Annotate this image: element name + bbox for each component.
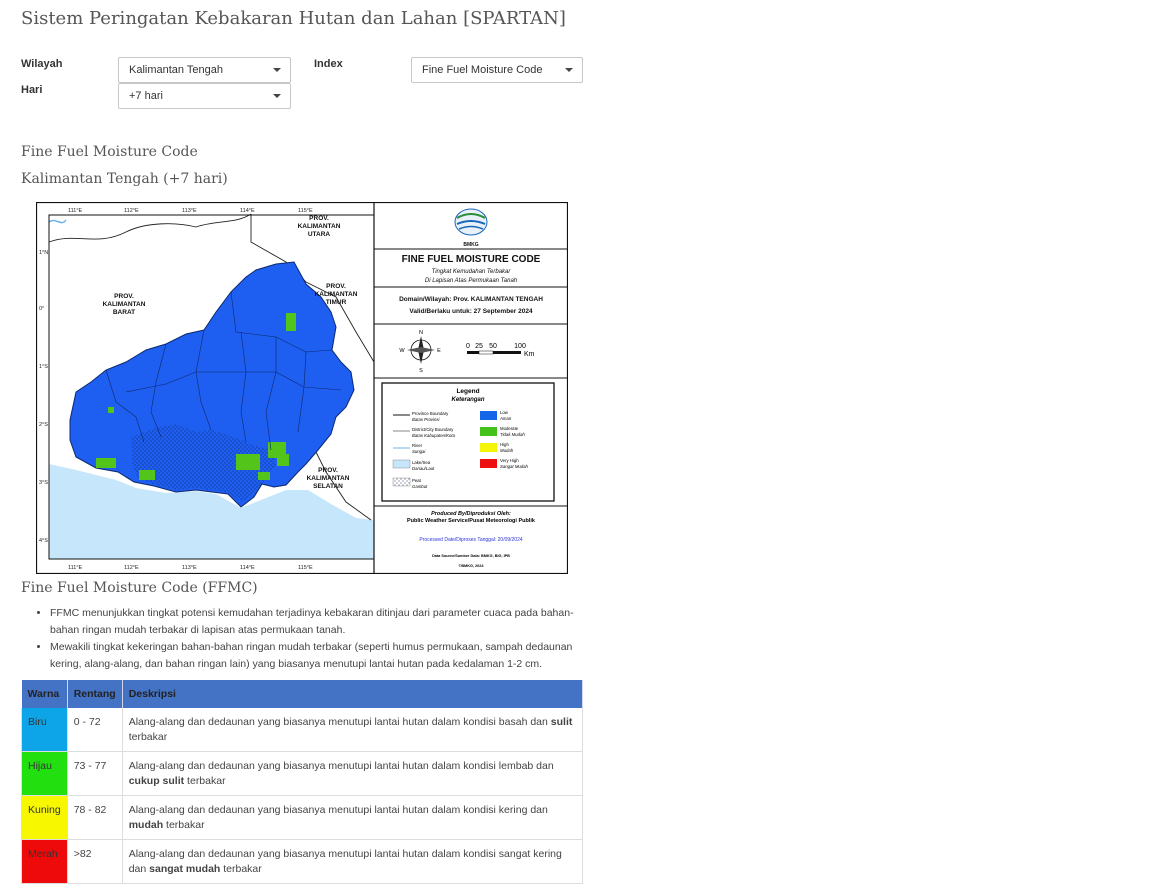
chevron-down-icon	[273, 68, 281, 72]
table-header: Rentang	[67, 680, 122, 708]
grid-x-label: 115°E	[298, 565, 313, 571]
index-select[interactable]	[411, 57, 583, 83]
map-panel-title: FINE FUEL MOISTURE CODE	[401, 254, 541, 265]
svg-text:Peat: Peat	[412, 478, 421, 483]
ffmc-map	[36, 202, 568, 574]
grid-y-label: 2°S	[39, 422, 48, 428]
svg-text:Tidak Mudah: Tidak Mudah	[500, 432, 525, 437]
table-header: Warna	[22, 680, 68, 708]
grid-x-label: 114°E	[240, 208, 255, 214]
hari-label: Hari	[21, 84, 43, 96]
svg-text:25: 25	[475, 343, 483, 350]
list-item: • Mewakili tingkat kekeringan bahan-bahan ringan mudah terbakar (seperti humus permukaan, sampah dedaunan kering, alang-alang, dan bahan ringan lain) yang biasanya menutupi lantai hutan pada kedalaman 1-2 cm.	[50, 639, 581, 672]
svg-text:Keterangan: Keterangan	[451, 397, 485, 403]
svg-text:Sungai: Sungai	[412, 449, 426, 454]
map-frame	[39, 208, 374, 571]
index-label: Index	[314, 58, 343, 70]
kaltara-label: PROV.	[309, 215, 329, 222]
svg-text:Batas Provinsi: Batas Provinsi	[412, 417, 440, 422]
produced-by: Produced By/Diproduksi Oleh:	[431, 511, 511, 517]
ffmc-bullet-list	[36, 605, 581, 673]
svg-text:S: S	[419, 368, 423, 374]
description-cell: Alang-alang dan dedaunan yang biasanya menutupi lantai hutan dalam kondisi lembab dan cukup sulit terbakar	[122, 752, 582, 796]
svg-text:Gambut: Gambut	[412, 484, 428, 489]
map-domain: Domain/Wilayah: Prov. KALIMANTAN TENGAH	[399, 296, 543, 303]
map-legend	[382, 383, 554, 501]
svg-text:0: 0	[466, 343, 470, 350]
svg-text:Lake/Sea: Lake/Sea	[412, 460, 431, 465]
page-title: Sistem Peringatan Kebakaran Hutan dan Lahan [SPARTAN]	[21, 8, 566, 29]
svg-text:Aman: Aman	[500, 416, 512, 421]
grid-y-label: 0°	[39, 306, 45, 312]
wilayah-select-value: Kalimantan Tengah	[129, 64, 223, 76]
svg-text:River: River	[412, 443, 423, 448]
map-panel-subtitle: Di Lapisan Atas Permukaan Tanah	[424, 278, 518, 284]
table-row	[22, 796, 583, 840]
grid-y-label: 1°N	[39, 250, 49, 256]
processed-date: Processed Date/Diproses Tanggal: 20/09/2024	[419, 537, 523, 543]
copyright: ©BMKG, 2024	[458, 564, 484, 568]
color-swatch-cell: Kuning	[22, 796, 68, 840]
svg-text:W: W	[399, 348, 405, 354]
hari-select-value: +7 hari	[129, 90, 163, 102]
ffmc-class-table	[21, 680, 583, 884]
kaltim-label: KALIMANTAN	[314, 291, 358, 298]
grid-x-label: 111°E	[68, 208, 83, 214]
range-cell: 73 - 77	[67, 752, 122, 796]
kalsel-label: PROV.	[318, 467, 338, 474]
list-item: • FFMC menunjukkan tingkat potensi kemudahan terjadinya kebakaran ditinjau dari parameter cuaca pada bahan-bahan ringan mudah terbakar di lapisan atas permukaan tanah.	[50, 605, 581, 638]
grid-y-label: 4°S	[39, 538, 48, 544]
legend-swatch-moderate	[480, 427, 497, 436]
index-select-value: Fine Fuel Moisture Code	[422, 64, 543, 76]
svg-text:N: N	[419, 330, 423, 336]
description-cell: Alang-alang dan dedaunan yang biasanya menutupi lantai hutan dalam kondisi basah dan sulit terbakar	[122, 708, 582, 752]
grid-x-label: 112°E	[124, 208, 139, 214]
kaltim-label: PROV.	[326, 283, 346, 290]
table-row	[22, 752, 583, 796]
hari-select[interactable]	[118, 83, 291, 109]
section-subtitle: Kalimantan Tengah (+7 hari)	[21, 171, 228, 187]
svg-text:50: 50	[489, 343, 497, 350]
svg-text:BMKG: BMKG	[463, 242, 479, 248]
wilayah-select[interactable]	[118, 57, 291, 83]
grid-x-label: 111°E	[68, 565, 83, 571]
table-header: Deskripsi	[122, 680, 582, 708]
svg-text:Danau/Laut: Danau/Laut	[412, 466, 435, 471]
svg-text:Mudah: Mudah	[500, 448, 514, 453]
kaltara-label: KALIMANTAN	[297, 223, 341, 230]
svg-text:100: 100	[514, 343, 526, 350]
svg-text:District/City Boundary: District/City Boundary	[412, 427, 454, 432]
table-row	[22, 840, 583, 884]
grid-x-label: 112°E	[124, 565, 139, 571]
svg-text:Moderate: Moderate	[500, 426, 519, 431]
svg-text:Province Boundary: Province Boundary	[412, 411, 449, 416]
kalsel-label: SELATAN	[313, 483, 343, 490]
legend-swatch-very-high	[480, 459, 497, 468]
chevron-down-icon	[273, 94, 281, 98]
grid-y-label: 1°S	[39, 364, 48, 370]
table-row	[22, 708, 583, 752]
kaltara-label: UTARA	[307, 231, 331, 238]
range-cell: >82	[67, 840, 122, 884]
color-swatch-cell: Biru	[22, 708, 68, 752]
grid-x-label: 113°E	[182, 208, 197, 214]
grid-y-label: 3°S	[39, 480, 48, 486]
range-cell: 78 - 82	[67, 796, 122, 840]
description-cell: Alang-alang dan dedaunan yang biasanya menutupi lantai hutan dalam kondisi kering dan mudah terbakar	[122, 796, 582, 840]
legend-swatch-high	[480, 443, 497, 452]
color-swatch-cell: Hijau	[22, 752, 68, 796]
wilayah-label: Wilayah	[21, 58, 63, 70]
legend-swatch-low	[480, 411, 497, 420]
svg-text:E: E	[437, 348, 441, 354]
grid-x-label: 114°E	[240, 565, 255, 571]
map-valid-date: Valid/Berlaku untuk: 27 September 2024	[409, 308, 533, 315]
kalbar-label: BARAT	[112, 309, 136, 316]
section-title: Fine Fuel Moisture Code	[21, 144, 198, 160]
grid-x-label: 115°E	[298, 208, 313, 214]
producer: Public Weather Service/Pusat Meteorologi Publik	[407, 518, 535, 524]
map-panel-subtitle: Tingkat Kemudahan Terbakar	[431, 269, 511, 275]
chevron-down-icon	[565, 68, 573, 72]
grid-x-label: 113°E	[182, 565, 197, 571]
data-source: Data Source/Sumber Data: BMKG, BIG, IPB	[432, 554, 510, 558]
kalbar-label: PROV.	[114, 293, 134, 300]
svg-text:High: High	[500, 442, 509, 447]
svg-text:Sangat Mudah: Sangat Mudah	[500, 464, 528, 469]
svg-text:Km: Km	[524, 351, 535, 358]
kalbar-label: KALIMANTAN	[102, 301, 146, 308]
kalsel-label: KALIMANTAN	[306, 475, 350, 482]
range-cell: 0 - 72	[67, 708, 122, 752]
svg-text:Batas Kabupaten/Kota: Batas Kabupaten/Kota	[412, 433, 456, 438]
description-cell: Alang-alang dan dedaunan yang biasanya menutupi lantai hutan dalam kondisi sangat kering dan sangat mudah terbakar	[122, 840, 582, 884]
svg-text:Very High: Very High	[500, 458, 519, 463]
kaltim-label: TIMUR	[325, 299, 347, 306]
color-swatch-cell: Merah	[22, 840, 68, 884]
svg-text:Legend: Legend	[456, 388, 480, 395]
ffmc-section-title: Fine Fuel Moisture Code (FFMC)	[21, 580, 258, 596]
svg-text:Low: Low	[500, 410, 508, 415]
